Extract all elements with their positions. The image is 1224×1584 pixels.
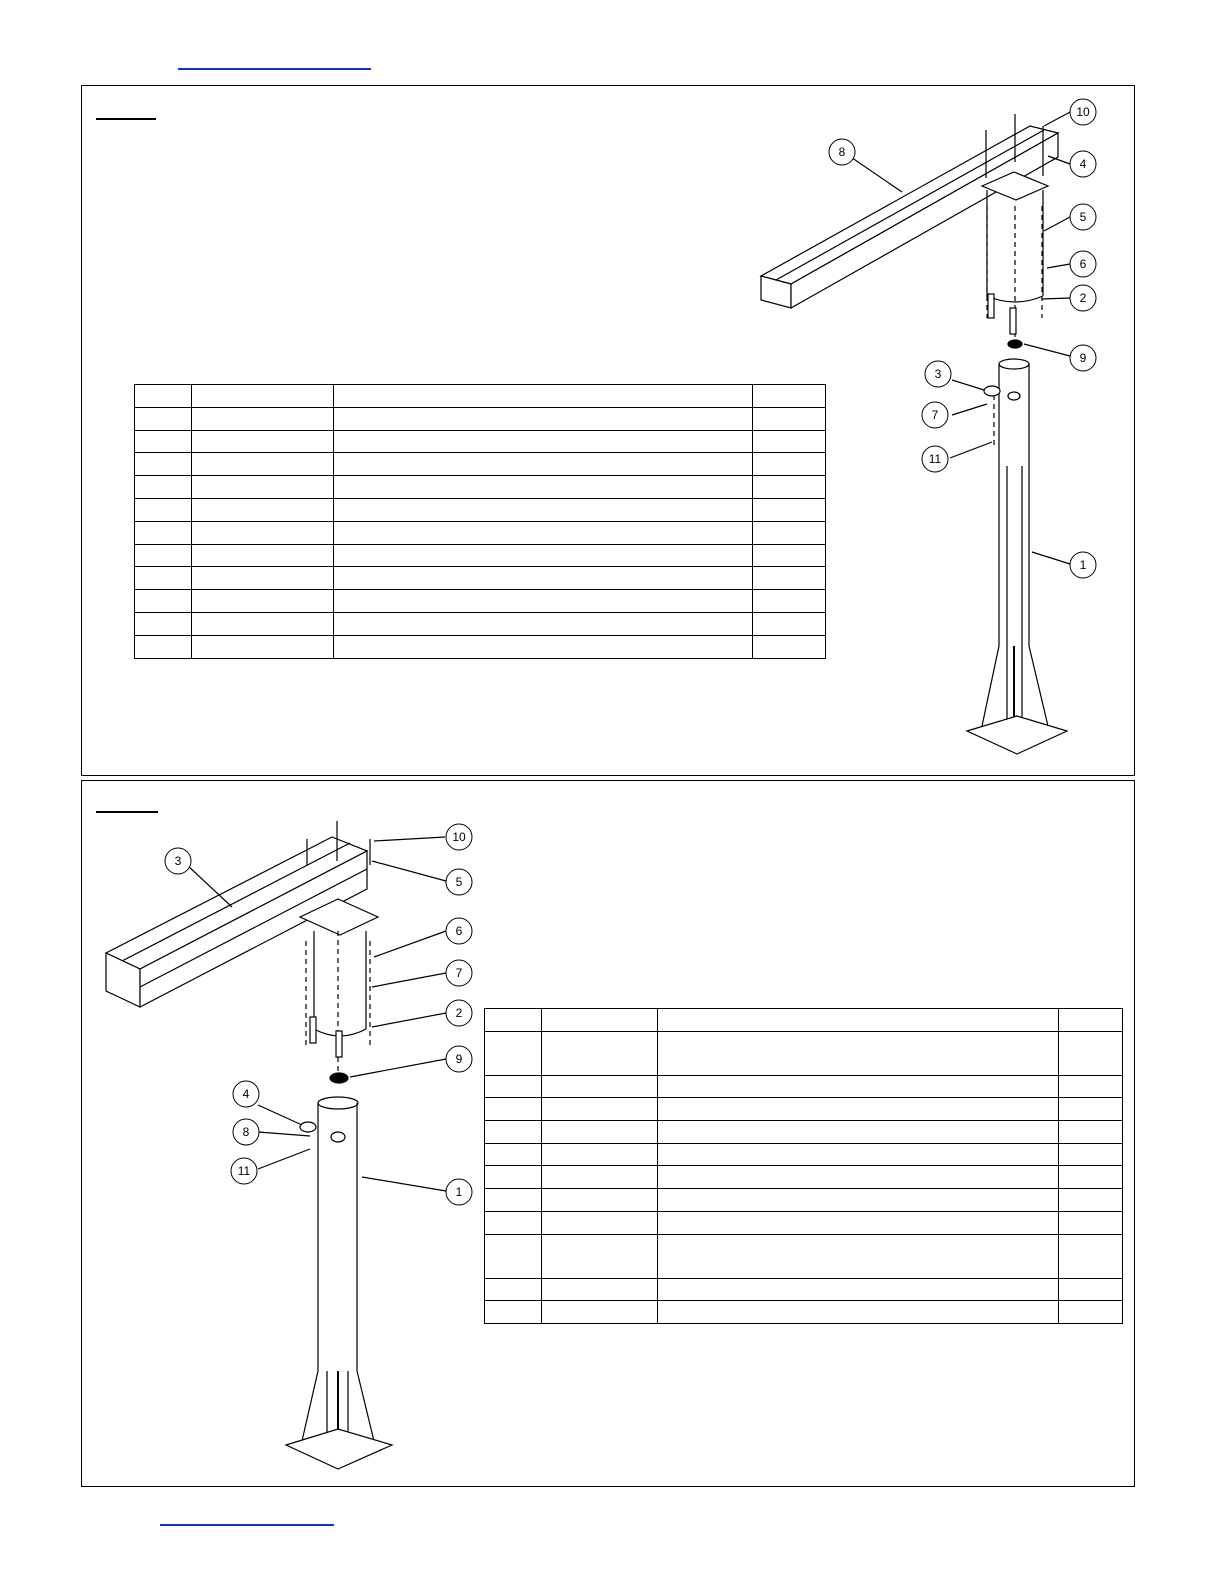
table-cell: [334, 612, 753, 635]
table-cell: [753, 635, 826, 658]
post-part-1: [982, 359, 1048, 746]
table-cell: [753, 430, 826, 453]
table-cell: [192, 430, 334, 453]
callout-circle: [1070, 99, 1096, 125]
table-cell: [753, 567, 826, 590]
callout-circle: [446, 824, 472, 850]
bottom-hyperlink[interactable]: [160, 1512, 334, 1526]
table-cell: [485, 1189, 542, 1212]
callout-number: 2: [455, 1006, 463, 1020]
parts-table-bottom: [484, 1008, 1123, 1324]
table-cell: [485, 1121, 542, 1144]
table-row: [135, 453, 826, 476]
table-row: [485, 1301, 1123, 1324]
table-cell: [192, 567, 334, 590]
callout-number: 5: [1079, 210, 1087, 224]
callout-number: 8: [838, 145, 846, 159]
base-plate: [286, 1429, 392, 1469]
table-cell: [485, 1075, 542, 1098]
callout-circle: [1070, 552, 1096, 578]
table-row: [135, 407, 826, 430]
callout-number: 2: [1079, 291, 1087, 305]
table-cell: [542, 1301, 658, 1324]
callout-circle: [1070, 151, 1096, 177]
callout-number: 1: [1079, 558, 1087, 572]
table-cell: [485, 1098, 542, 1121]
callout-circle: [1070, 345, 1096, 371]
table-row: [485, 1278, 1123, 1301]
table-header: [135, 385, 192, 408]
table-cell: [485, 1166, 542, 1189]
table-cell: [658, 1234, 1059, 1278]
table-row: [485, 1189, 1123, 1212]
table-cell: [135, 612, 192, 635]
table-cell: [192, 407, 334, 430]
callout-number: 5: [455, 875, 463, 889]
top-hyperlink[interactable]: [178, 56, 371, 70]
table-cell: [135, 407, 192, 430]
table-cell: [753, 453, 826, 476]
assembly-panel-bottom: [81, 780, 1135, 1487]
table-cell: [334, 476, 753, 499]
table-cell: [192, 635, 334, 658]
table-row: [135, 567, 826, 590]
table-cell: [135, 635, 192, 658]
callout-circle: [446, 1046, 472, 1072]
table-cell: [192, 498, 334, 521]
table-cell: [658, 1143, 1059, 1166]
table-cell: [1059, 1278, 1123, 1301]
table-row: [135, 590, 826, 613]
table-row: [135, 635, 826, 658]
table-cell: [1059, 1234, 1123, 1278]
table-row: [485, 1211, 1123, 1234]
table-cell: [1059, 1166, 1123, 1189]
table-cell: [485, 1278, 542, 1301]
table-cell: [135, 453, 192, 476]
table-cell: [542, 1143, 658, 1166]
post-part-1: [302, 1097, 374, 1461]
table-cell: [542, 1234, 658, 1278]
callout-number: 11: [237, 1164, 251, 1178]
table-row: [135, 521, 826, 544]
table-row: [135, 498, 826, 521]
table-cell: [542, 1098, 658, 1121]
table-cell: [658, 1098, 1059, 1121]
beam-part-8: [761, 126, 1058, 308]
table-cell: [192, 612, 334, 635]
callout-number: 10: [1076, 105, 1090, 119]
callout-circle: [446, 918, 472, 944]
table-cell: [658, 1278, 1059, 1301]
callout-circle: [446, 960, 472, 986]
table-cell: [334, 590, 753, 613]
table-row: [135, 544, 826, 567]
table-header: [334, 385, 753, 408]
table-cell: [542, 1211, 658, 1234]
table-cell: [542, 1031, 658, 1075]
callout-number: 1: [455, 1185, 463, 1199]
upper-tube-part-2: [314, 931, 366, 1036]
table-cell: [1059, 1143, 1123, 1166]
table-row: [135, 476, 826, 499]
table-cell: [334, 567, 753, 590]
table-cell: [658, 1075, 1059, 1098]
callout-circle: [446, 869, 472, 895]
table-cell: [334, 635, 753, 658]
table-row: [485, 1234, 1123, 1278]
callout-number: 3: [174, 854, 182, 868]
callout-number: 11: [928, 452, 942, 466]
table-row: [485, 1075, 1123, 1098]
callout-number: 10: [452, 830, 466, 844]
table-cell: [1059, 1301, 1123, 1324]
table-header-row: [485, 1009, 1123, 1032]
callout-circle: [446, 1000, 472, 1026]
table-cell: [334, 407, 753, 430]
table-cell: [135, 567, 192, 590]
table-header: [658, 1009, 1059, 1032]
table-cell: [658, 1031, 1059, 1075]
table-cell: [1059, 1211, 1123, 1234]
table-cell: [1059, 1121, 1123, 1144]
parts-table-top: [134, 384, 826, 659]
table-cell: [135, 430, 192, 453]
table-cell: [1059, 1189, 1123, 1212]
callout-number: 3: [934, 367, 942, 381]
callout-circle: [922, 446, 948, 472]
table-cell: [1059, 1031, 1123, 1075]
callout-circle: [1070, 251, 1096, 277]
table-cell: [192, 476, 334, 499]
table-cell: [542, 1121, 658, 1144]
table-row: [135, 612, 826, 635]
callout-circle: [233, 1081, 259, 1107]
table-cell: [753, 498, 826, 521]
table-cell: [753, 476, 826, 499]
table-cell: [334, 498, 753, 521]
table-cell: [753, 612, 826, 635]
table-row: [485, 1098, 1123, 1121]
table-cell: [485, 1031, 542, 1075]
table-cell: [658, 1301, 1059, 1324]
callout-circle: [925, 361, 951, 387]
table-cell: [485, 1301, 542, 1324]
table-cell: [542, 1278, 658, 1301]
table-cell: [1059, 1075, 1123, 1098]
callout-number: 4: [242, 1087, 250, 1101]
callout-number: 4: [1079, 157, 1087, 171]
callout-circle: [165, 848, 191, 874]
table-cell: [334, 544, 753, 567]
table-header: [485, 1009, 542, 1032]
callout-number: 7: [455, 966, 463, 980]
callout-circle: [1070, 204, 1096, 230]
table-header: [192, 385, 334, 408]
table-row: [135, 430, 826, 453]
table-cell: [753, 590, 826, 613]
table-cell: [135, 544, 192, 567]
table-cell: [753, 521, 826, 544]
callout-number: 6: [455, 924, 463, 938]
base-plate: [967, 716, 1067, 754]
table-cell: [135, 590, 192, 613]
table-cell: [658, 1166, 1059, 1189]
callout-number: 9: [455, 1052, 463, 1066]
table-header-row: [135, 385, 826, 408]
callout-number: 8: [242, 1125, 250, 1139]
table-row: [485, 1121, 1123, 1144]
table-cell: [542, 1075, 658, 1098]
callout-number: 7: [931, 408, 939, 422]
table-header: [1059, 1009, 1123, 1032]
table-cell: [1059, 1098, 1123, 1121]
callout-circle: [1070, 285, 1096, 311]
table-cell: [658, 1121, 1059, 1144]
table-cell: [192, 521, 334, 544]
table-cell: [334, 521, 753, 544]
table-cell: [334, 430, 753, 453]
table-row: [485, 1031, 1123, 1075]
callout-circle: [233, 1119, 259, 1145]
callout-number: 9: [1079, 351, 1087, 365]
table-cell: [192, 544, 334, 567]
table-cell: [485, 1143, 542, 1166]
callout-circle: [446, 1179, 472, 1205]
table-row: [485, 1166, 1123, 1189]
table-cell: [542, 1189, 658, 1212]
callout-circle: [231, 1158, 257, 1184]
table-cell: [192, 590, 334, 613]
table-cell: [753, 407, 826, 430]
table-cell: [485, 1234, 542, 1278]
table-header: [542, 1009, 658, 1032]
table-cell: [135, 498, 192, 521]
table-cell: [658, 1189, 1059, 1212]
table-cell: [135, 476, 192, 499]
callout-number: 6: [1079, 257, 1087, 271]
table-cell: [334, 453, 753, 476]
assembly-panel-top: [81, 85, 1135, 776]
callout-circle: [922, 402, 948, 428]
table-header: [753, 385, 826, 408]
table-cell: [542, 1166, 658, 1189]
callout-circle: [829, 139, 855, 165]
table-cell: [135, 521, 192, 544]
table-cell: [753, 544, 826, 567]
table-cell: [485, 1211, 542, 1234]
table-cell: [658, 1211, 1059, 1234]
table-row: [485, 1143, 1123, 1166]
table-cell: [192, 453, 334, 476]
